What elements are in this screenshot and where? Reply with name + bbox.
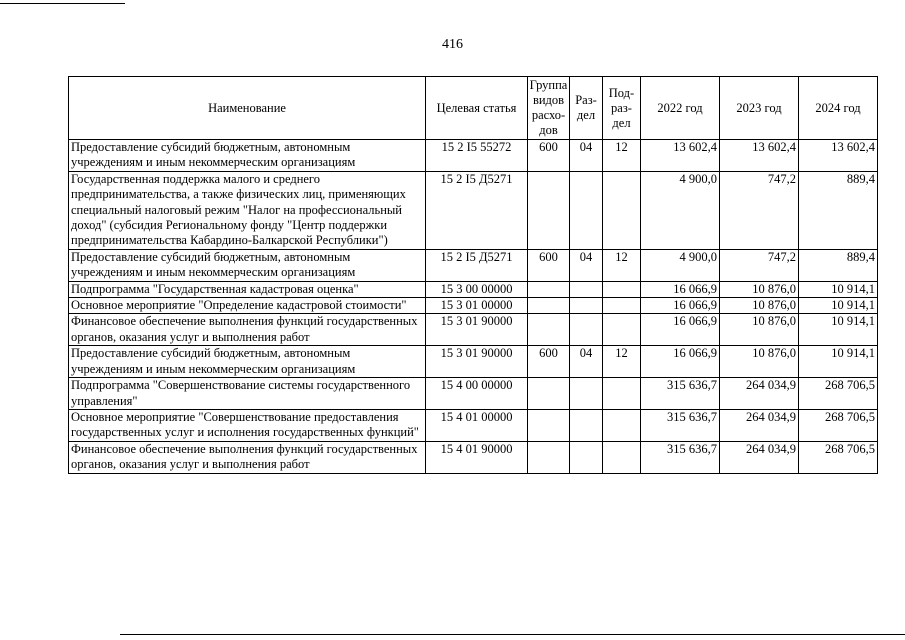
cell-2023: 10 876,0: [720, 346, 799, 378]
cell-name: Подпрограмма "Совершенствование системы государственного управления": [69, 378, 426, 410]
cell-group: [528, 298, 570, 314]
cell-2024: 10 914,1: [799, 298, 878, 314]
cell-name: Финансовое обеспечение выполнения функций государственных органов, оказания услуг и выполнения работ: [69, 314, 426, 346]
cell-name: Предоставление субсидий бюджетным, автономным учреждениям и иным некоммерческим организациям: [69, 249, 426, 281]
cell-2024: 10 914,1: [799, 314, 878, 346]
cell-section: [570, 378, 603, 410]
cell-target: 15 3 01 90000: [426, 346, 528, 378]
cell-section: 04: [570, 249, 603, 281]
cell-subsection: [603, 409, 641, 441]
cell-target: 15 4 00 00000: [426, 378, 528, 410]
table-row: [69, 298, 878, 314]
header-name: Наименование: [69, 77, 426, 140]
cell-name: Основное мероприятие "Совершенствование предоставления государственных услуг и исполнения государственных функций": [69, 409, 426, 441]
header-subsection: Под-раз-дел: [603, 77, 641, 140]
cell-subsection: [603, 378, 641, 410]
table-row: [69, 346, 878, 378]
cell-2022: 16 066,9: [641, 314, 720, 346]
cell-2024: 268 706,5: [799, 441, 878, 473]
cell-target: 15 4 01 00000: [426, 409, 528, 441]
header-target: Целевая статья: [426, 77, 528, 140]
top-rule: [0, 3, 125, 4]
cell-2022: 16 066,9: [641, 281, 720, 297]
header-group: Группа видов расхо-дов: [528, 77, 570, 140]
header-2023: 2023 год: [720, 77, 799, 140]
page-number: 416: [442, 37, 463, 52]
cell-target: 15 3 00 00000: [426, 281, 528, 297]
cell-group: [528, 171, 570, 249]
cell-subsection: [603, 314, 641, 346]
cell-target: 15 3 01 90000: [426, 314, 528, 346]
cell-section: [570, 441, 603, 473]
cell-group: [528, 378, 570, 410]
table-row: [69, 171, 878, 249]
cell-section: [570, 281, 603, 297]
table-row: [69, 409, 878, 441]
cell-2022: 4 900,0: [641, 249, 720, 281]
cell-2023: 264 034,9: [720, 441, 799, 473]
cell-name: Основное мероприятие "Определение кадастровой стоимости": [69, 298, 426, 314]
cell-2023: 13 602,4: [720, 140, 799, 172]
cell-subsection: [603, 298, 641, 314]
header-2022: 2022 год: [641, 77, 720, 140]
cell-2024: 13 602,4: [799, 140, 878, 172]
cell-subsection: 12: [603, 140, 641, 172]
cell-2024: 889,4: [799, 249, 878, 281]
cell-name: Предоставление субсидий бюджетным, автономным учреждениям и иным некоммерческим организациям: [69, 140, 426, 172]
table-row: [69, 281, 878, 297]
cell-target: 15 2 I5 Д5271: [426, 249, 528, 281]
cell-target: 15 4 01 90000: [426, 441, 528, 473]
cell-2023: 747,2: [720, 171, 799, 249]
cell-name: Подпрограмма "Государственная кадастровая оценка": [69, 281, 426, 297]
cell-subsection: [603, 281, 641, 297]
cell-2022: 16 066,9: [641, 346, 720, 378]
cell-2023: 747,2: [720, 249, 799, 281]
cell-2023: 10 876,0: [720, 314, 799, 346]
cell-group: 600: [528, 249, 570, 281]
cell-2022: 4 900,0: [641, 171, 720, 249]
cell-group: 600: [528, 140, 570, 172]
cell-2024: 10 914,1: [799, 346, 878, 378]
cell-subsection: 12: [603, 249, 641, 281]
cell-2024: 10 914,1: [799, 281, 878, 297]
cell-group: 600: [528, 346, 570, 378]
cell-section: [570, 171, 603, 249]
cell-2022: 13 602,4: [641, 140, 720, 172]
cell-2024: 889,4: [799, 171, 878, 249]
table-row: [69, 249, 878, 281]
budget-table: [68, 76, 878, 474]
cell-2022: 315 636,7: [641, 378, 720, 410]
cell-target: 15 2 I5 Д5271: [426, 171, 528, 249]
cell-2022: 315 636,7: [641, 441, 720, 473]
cell-subsection: [603, 171, 641, 249]
cell-subsection: 12: [603, 346, 641, 378]
cell-2024: 268 706,5: [799, 378, 878, 410]
cell-section: 04: [570, 140, 603, 172]
cell-2023: 10 876,0: [720, 298, 799, 314]
cell-section: [570, 314, 603, 346]
header-row: [69, 77, 878, 140]
cell-target: 15 2 I5 55272: [426, 140, 528, 172]
cell-2023: 264 034,9: [720, 409, 799, 441]
table-row: [69, 378, 878, 410]
cell-2023: 264 034,9: [720, 378, 799, 410]
table-header: [69, 77, 878, 140]
cell-group: [528, 441, 570, 473]
table-row: [69, 314, 878, 346]
table-body: [69, 140, 878, 474]
cell-name: Финансовое обеспечение выполнения функций государственных органов, оказания услуг и выполнения работ: [69, 441, 426, 473]
cell-name: Предоставление субсидий бюджетным, автономным учреждениям и иным некоммерческим организациям: [69, 346, 426, 378]
table-row: [69, 140, 878, 172]
cell-section: [570, 409, 603, 441]
cell-group: [528, 314, 570, 346]
header-section: Раз-дел: [570, 77, 603, 140]
cell-subsection: [603, 441, 641, 473]
cell-2022: 315 636,7: [641, 409, 720, 441]
header-2024: 2024 год: [799, 77, 878, 140]
cell-name: Государственная поддержка малого и среднего предпринимательства, а также физических лиц, применяющих специальный налоговый режим "Налог на профессиональный доход" (субсидия Региональному фонду "Центр поддержки предпринимательства Кабардино-Балкарской Республики"): [69, 171, 426, 249]
cell-group: [528, 409, 570, 441]
cell-section: [570, 298, 603, 314]
bottom-rule: [120, 634, 905, 635]
table-row: [69, 441, 878, 473]
cell-2022: 16 066,9: [641, 298, 720, 314]
cell-2023: 10 876,0: [720, 281, 799, 297]
cell-target: 15 3 01 00000: [426, 298, 528, 314]
cell-section: 04: [570, 346, 603, 378]
cell-2024: 268 706,5: [799, 409, 878, 441]
cell-group: [528, 281, 570, 297]
